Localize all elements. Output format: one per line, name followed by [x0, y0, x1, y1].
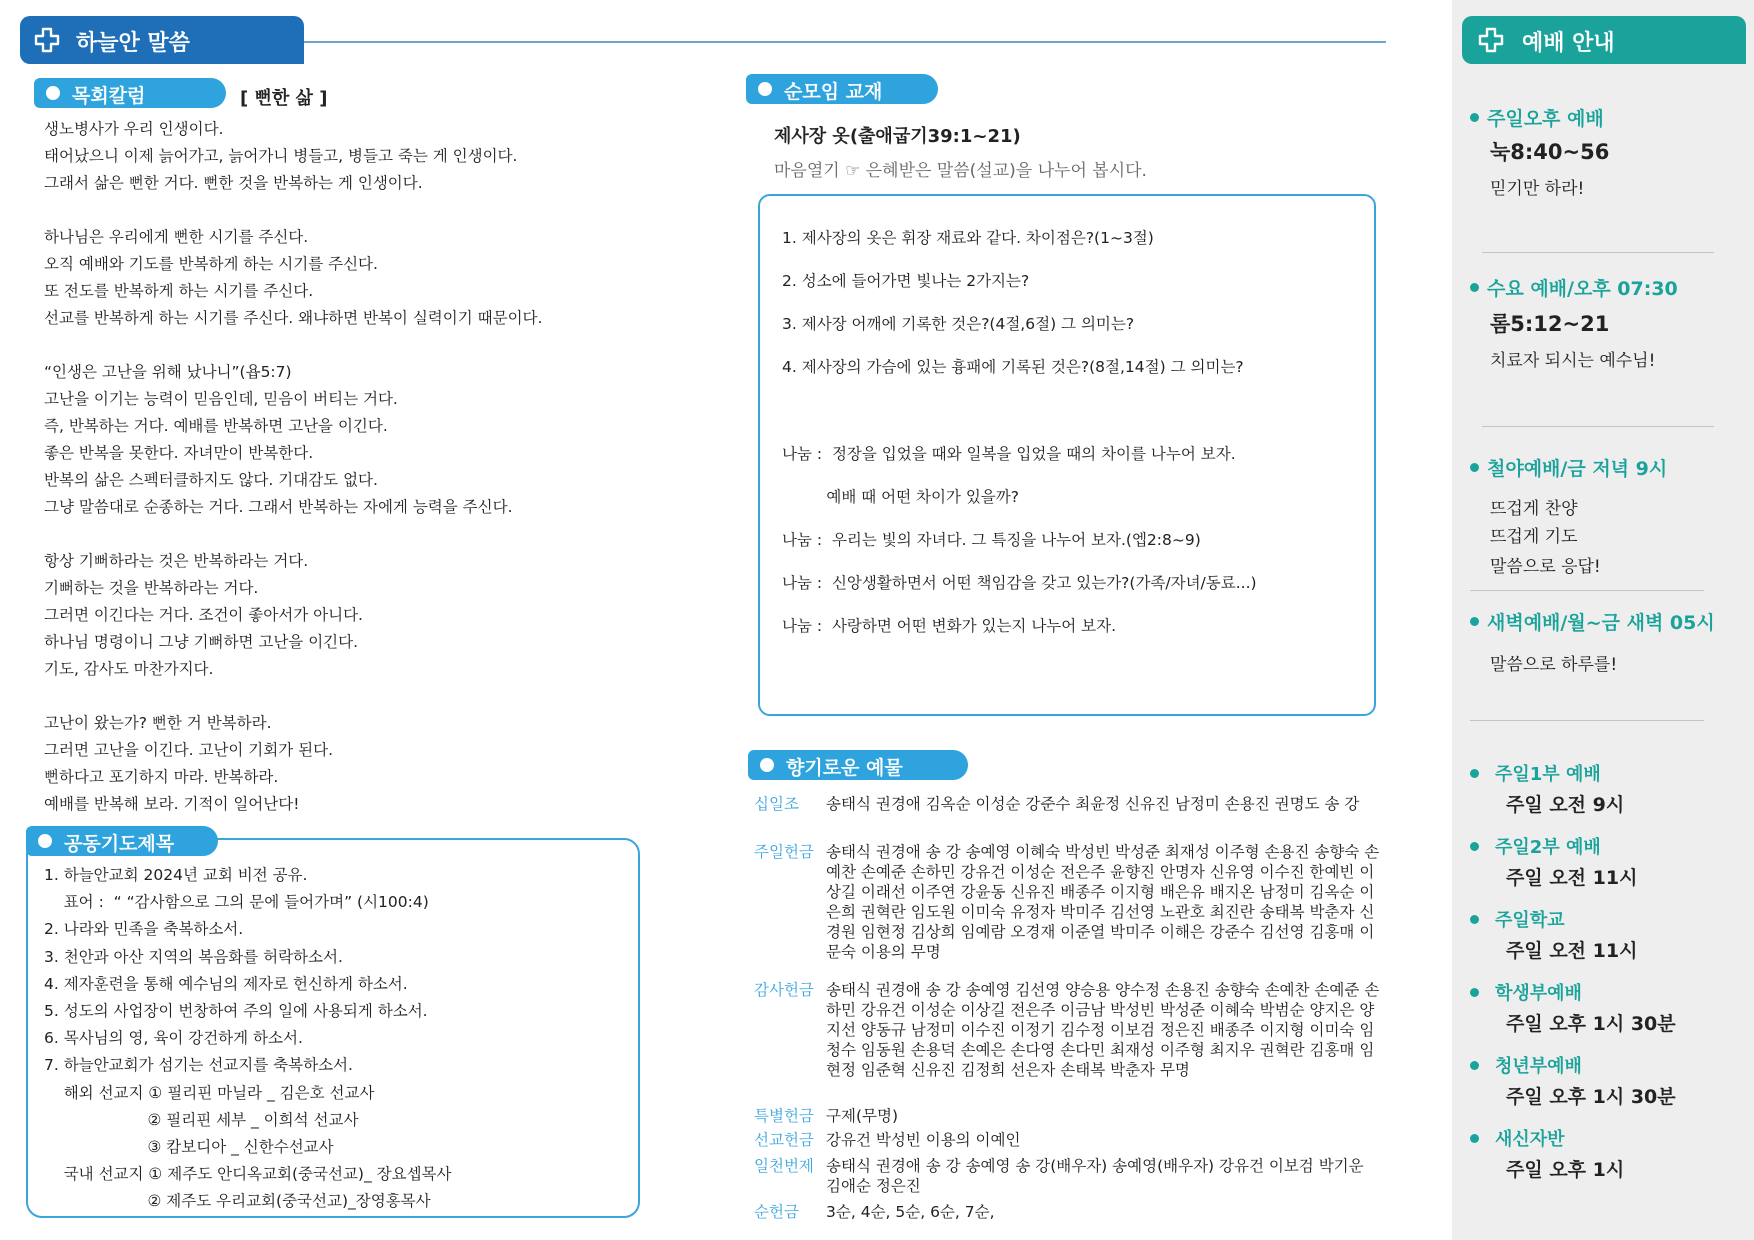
bullet-dot-icon: [38, 834, 52, 848]
offering-names: 송태식 권경애 송 강 송예영 송 강(배우자) 송예영(배우자) 강유건 이보검 박기운 김애순 정은진: [826, 1157, 1364, 1195]
paragraph-gap: [44, 521, 542, 548]
sidebar-header: [1462, 16, 1746, 64]
study-label: 순모임 교재: [746, 74, 938, 104]
schedule-time: 주일 오전 11시: [1506, 867, 1638, 889]
list-item: 2. 나라와 민족을 축복하소서.: [44, 920, 244, 939]
offering-type: 순헌금: [754, 1203, 799, 1221]
schedule-name: [1470, 1052, 1582, 1078]
offering-type: 감사헌금: [754, 981, 814, 999]
list-item: 해외 선교지 ① 필리핀 마닐라 _ 김은호 선교사: [44, 1083, 375, 1102]
schedule-time: 주일 오후 1시 30분: [1506, 1013, 1676, 1035]
offering-type: 주일헌금: [754, 843, 814, 861]
text-line: 반복의 삶은 스펙터클하지도 않다. 기대감도 없다.: [44, 471, 378, 489]
sidebar-divider: [1470, 720, 1704, 721]
schedule-time: 주일 오전 9시: [1506, 794, 1625, 816]
list-item: 3. 제사장 어깨에 기록한 것은?(4절,6절) 그 의미는?: [782, 315, 1135, 333]
service-title: 수요 예배/오후 07:30: [1470, 274, 1678, 301]
cross-icon: [34, 27, 60, 53]
prayer-list: [44, 862, 452, 1215]
text-line: 그냥 말씀대로 순종하는 거다. 그래서 반복하는 자에게 능력을 주신다.: [44, 498, 513, 516]
schedule-name-text: 주일2부 예배: [1495, 837, 1601, 858]
study-intro: 마음열기 ☞ 은혜받은 말씀(설교)을 나누어 봅시다.: [774, 161, 1147, 181]
pastor-column-label: 목회칼럼: [34, 78, 226, 108]
text-line: 선교를 반복하게 하는 시기를 주신다. 왜냐하면 반복이 실력이기 때문이다.: [44, 309, 543, 327]
study-title: 제사장 옷(출애굽기39:1~21): [774, 126, 1021, 147]
text-line: 생노병사가 우리 인생이다.: [44, 120, 224, 138]
list-item: 표어 : “ “감사함으로 그의 문에 들어가며” (시100:4): [44, 893, 429, 912]
service-line: 말씀으로 하루를!: [1490, 655, 1618, 675]
schedule-time: 주일 오후 1시 30분: [1506, 1086, 1676, 1108]
text-line: 뻔하다고 포기하지 마라. 반복하라.: [44, 768, 279, 786]
list-item: ③ 캄보디아 _ 신한수선교사: [44, 1137, 334, 1156]
sidebar-divider: [1482, 252, 1714, 253]
service-verse: 눅8:40~56: [1490, 140, 1610, 164]
text-line: 그래서 삶은 뻔한 거다. 뻔한 것을 반복하는 게 인생이다.: [44, 174, 423, 192]
text-line: “인생은 고난을 위해 났나니”(욥5:7): [44, 363, 292, 381]
bullet-dot-icon: [1470, 842, 1479, 851]
bullet-dot-icon: [1470, 988, 1479, 997]
text-line: 예배를 반복해 보라. 기적이 일어난다!: [44, 795, 300, 813]
cross-icon: [1478, 27, 1504, 53]
text-line: 기뻐하는 것을 반복하라는 거다.: [44, 579, 259, 597]
text-line: 좋은 반복을 못한다. 자녀만이 반복한다.: [44, 444, 314, 462]
bullet-dot-icon: [1470, 1061, 1479, 1070]
schedule-time: 주일 오전 11시: [1506, 940, 1638, 962]
schedule-name-text: 주일1부 예배: [1495, 764, 1601, 785]
offering-type: 선교헌금: [754, 1131, 814, 1149]
sidebar-divider: [1470, 590, 1704, 591]
list-item: 1. 제사장의 옷은 휘장 재료와 같다. 차이점은?(1~3절): [782, 229, 1154, 247]
bullet-dot-icon: [1470, 769, 1479, 778]
paragraph-gap: [44, 332, 542, 359]
offering-names: 송태식 권경애 송 강 송예영 김선영 양승용 양수정 손용진 송향숙 손예찬 손예준 손하민 강유건 이성순 이상길 전은주 이금남 박성빈 박성준 이혜숙 박범순 양지은 양지선 양동규 남정미 이수진 이정기 김수정 이보검 정은진 배종주 이지형 이미숙 임청수 임동원 손용덕 손예은 손다영 손다민 최재성 이주형 최지우 권혁란 김홍매 임현정 임준혁 신유진 김정희 선은자 손태복 박춘자 무명: [826, 981, 1380, 1079]
section-header-word: [20, 16, 304, 64]
schedule-name-text: 주일학교: [1495, 910, 1565, 931]
service-theme: 믿기만 하라!: [1490, 179, 1585, 199]
text-line: 고난이 왔는가? 뻔한 거 반복하라.: [44, 714, 272, 732]
text-line: 하나님은 우리에게 뻔한 시기를 주신다.: [44, 228, 309, 246]
list-item: 나눔 : 정장을 입었을 때와 일복을 입었을 때의 차이를 나누어 보자.: [782, 445, 1236, 463]
list-item: 예배 때 어떤 차이가 있을까?: [782, 488, 1019, 506]
list-item: 7. 하늘안교회가 섬기는 선교지를 축복하소서.: [44, 1056, 353, 1075]
text-line: 기도, 감사도 마찬가지다.: [44, 660, 214, 678]
schedule-name-text: 청년부예배: [1495, 1056, 1582, 1077]
offering-names: 구제(무명): [826, 1107, 898, 1125]
bullet-dot-icon: [1470, 617, 1479, 626]
schedule-name: [1470, 906, 1565, 932]
service-title: 주일오후 예배: [1470, 104, 1604, 131]
service-theme: 치료자 되시는 예수님!: [1490, 351, 1656, 371]
schedule-name: [1470, 833, 1601, 859]
text-line: 오직 예배와 기도를 반복하게 하는 시기를 주신다.: [44, 255, 378, 273]
offering-type: 일천번제: [754, 1157, 814, 1175]
list-item: 5. 성도의 사업장이 번창하여 주의 일에 사용되게 하소서.: [44, 1001, 428, 1020]
bullet-dot-icon: [1470, 463, 1479, 472]
bullet-dot-icon: [760, 758, 774, 772]
header-title: 하늘안 말씀: [76, 31, 190, 56]
bullet-dot-icon: [1470, 113, 1479, 122]
service-line: 말씀으로 응답!: [1490, 557, 1601, 577]
text-line: 태어났으니 이제 늙어가고, 늙어가니 병들고, 병들고 죽는 게 인생이다.: [44, 147, 518, 165]
text-line: 하나님 명령이니 그냥 기뻐하면 고난을 이긴다.: [44, 633, 359, 651]
list-item: 4. 제사장의 가슴에 있는 흉패에 기록된 것은?(8절,14절) 그 의미는?: [782, 358, 1244, 376]
offering-names: 강유건 박성빈 이용의 이예인: [826, 1131, 1021, 1149]
text-line: 즉, 반복하는 거다. 예배를 반복하면 고난을 이긴다.: [44, 417, 388, 435]
header-divider: [304, 41, 1386, 43]
offering-type: 십일조: [754, 795, 799, 813]
offering-label: 향기로운 예물: [748, 750, 968, 780]
bullet-dot-icon: [758, 82, 772, 96]
schedule-name: [1470, 760, 1601, 786]
service-title: 새벽예배/월~금 새벽 05시: [1470, 608, 1715, 635]
list-item: 나눔 : 사랑하면 어떤 변화가 있는지 나누어 보자.: [782, 617, 1117, 635]
text-line: 항상 기뻐하라는 것은 반복하라는 거다.: [44, 552, 309, 570]
offering-names: 송태식 권경애 송 강 송예영 이혜숙 박성빈 박성준 최재성 이주형 손용진 송향숙 손예찬 손예준 손하민 강유건 이성순 전은주 윤향진 안명자 신유영 이수진 한예빈 이상길 이래선 이주연 강윤동 신유진 배종주 이지형 배은유 배지온 남정미 김옥순 이은희 권혁란 임도원 이미숙 유정자 박미주 김선영 노관호 최진란 송태복 박춘자 신경원 임현정 김상희 임예람 오경재 이준열 박미주 이해은 강준수 김선영 김홍매 이문숙 이용의 무명: [826, 843, 1380, 961]
list-item: 1. 하늘안교회 2024년 교회 비전 공유.: [44, 866, 308, 884]
list-item: ② 필리핀 세부 _ 이희석 선교사: [44, 1110, 359, 1129]
bullet-dot-icon: [46, 86, 60, 100]
service-verse: 롬5:12~21: [1490, 312, 1610, 336]
schedule-name-text: 새신자반: [1495, 1129, 1565, 1150]
service-line: 뜨겁게 기도: [1490, 527, 1578, 547]
bullet-dot-icon: [1470, 1134, 1479, 1143]
text-line: 또 전도를 반복하게 하는 시기를 주신다.: [44, 282, 314, 300]
bullet-dot-icon: [1470, 915, 1479, 924]
pastor-column-text: [44, 116, 542, 818]
schedule-name-text: 학생부예배: [1495, 983, 1582, 1004]
paragraph-gap: [44, 197, 542, 224]
paragraph-gap: [44, 683, 542, 710]
prayer-label: 공동기도제목: [26, 826, 218, 856]
list-item: 나눔 : 신앙생활하면서 어떤 책임감을 갖고 있는가?(가족/자녀/동료...): [782, 574, 1257, 592]
list-item: 3. 천안과 아산 지역의 복음화를 허락하소서.: [44, 947, 343, 966]
list-item: ② 제주도 우리교회(중국선교)_장영홍목사: [44, 1192, 431, 1211]
schedule-time: 주일 오후 1시: [1506, 1159, 1625, 1181]
list-item: 국내 선교지 ① 제주도 안디옥교회(중국선교)_ 장요셉목사: [44, 1165, 452, 1184]
text-line: 그러면 이긴다는 거다. 조건이 좋아서가 아니다.: [44, 606, 363, 624]
list-item: 4. 제자훈련을 통해 예수님의 제자로 헌신하게 하소서.: [44, 974, 408, 993]
list-item: 2. 성소에 들어가면 빛나는 2가지는?: [782, 272, 1030, 290]
service-line: 뜨겁게 찬양: [1490, 499, 1578, 519]
list-item: 나눔 : 우리는 빛의 자녀다. 그 특징을 나누어 보자.(엡2:8~9): [782, 531, 1201, 549]
list-item: 6. 목사님의 영, 육이 강건하게 하소서.: [44, 1029, 303, 1048]
sidebar-title: 예배 안내: [1522, 31, 1615, 56]
offering-names: 송태식 권경애 김옥순 이성순 강준수 최윤정 신유진 남정미 손용진 권명도 송 강: [826, 795, 1360, 813]
schedule-name: [1470, 979, 1582, 1005]
bullet-dot-icon: [1470, 283, 1479, 292]
sidebar-divider: [1482, 426, 1714, 427]
pastor-column-subtitle: [ 뻔한 삶 ]: [240, 88, 328, 109]
text-line: 고난을 이기는 능력이 믿음인데, 믿음이 버티는 거다.: [44, 390, 398, 408]
service-title: 철야예배/금 저녁 9시: [1470, 454, 1667, 481]
text-line: 그러면 고난을 이긴다. 고난이 기회가 된다.: [44, 741, 334, 759]
offering-type: 특별헌금: [754, 1107, 814, 1125]
schedule-name: [1470, 1125, 1565, 1151]
offering-names: 3순, 4순, 5순, 6순, 7순,: [826, 1203, 995, 1221]
